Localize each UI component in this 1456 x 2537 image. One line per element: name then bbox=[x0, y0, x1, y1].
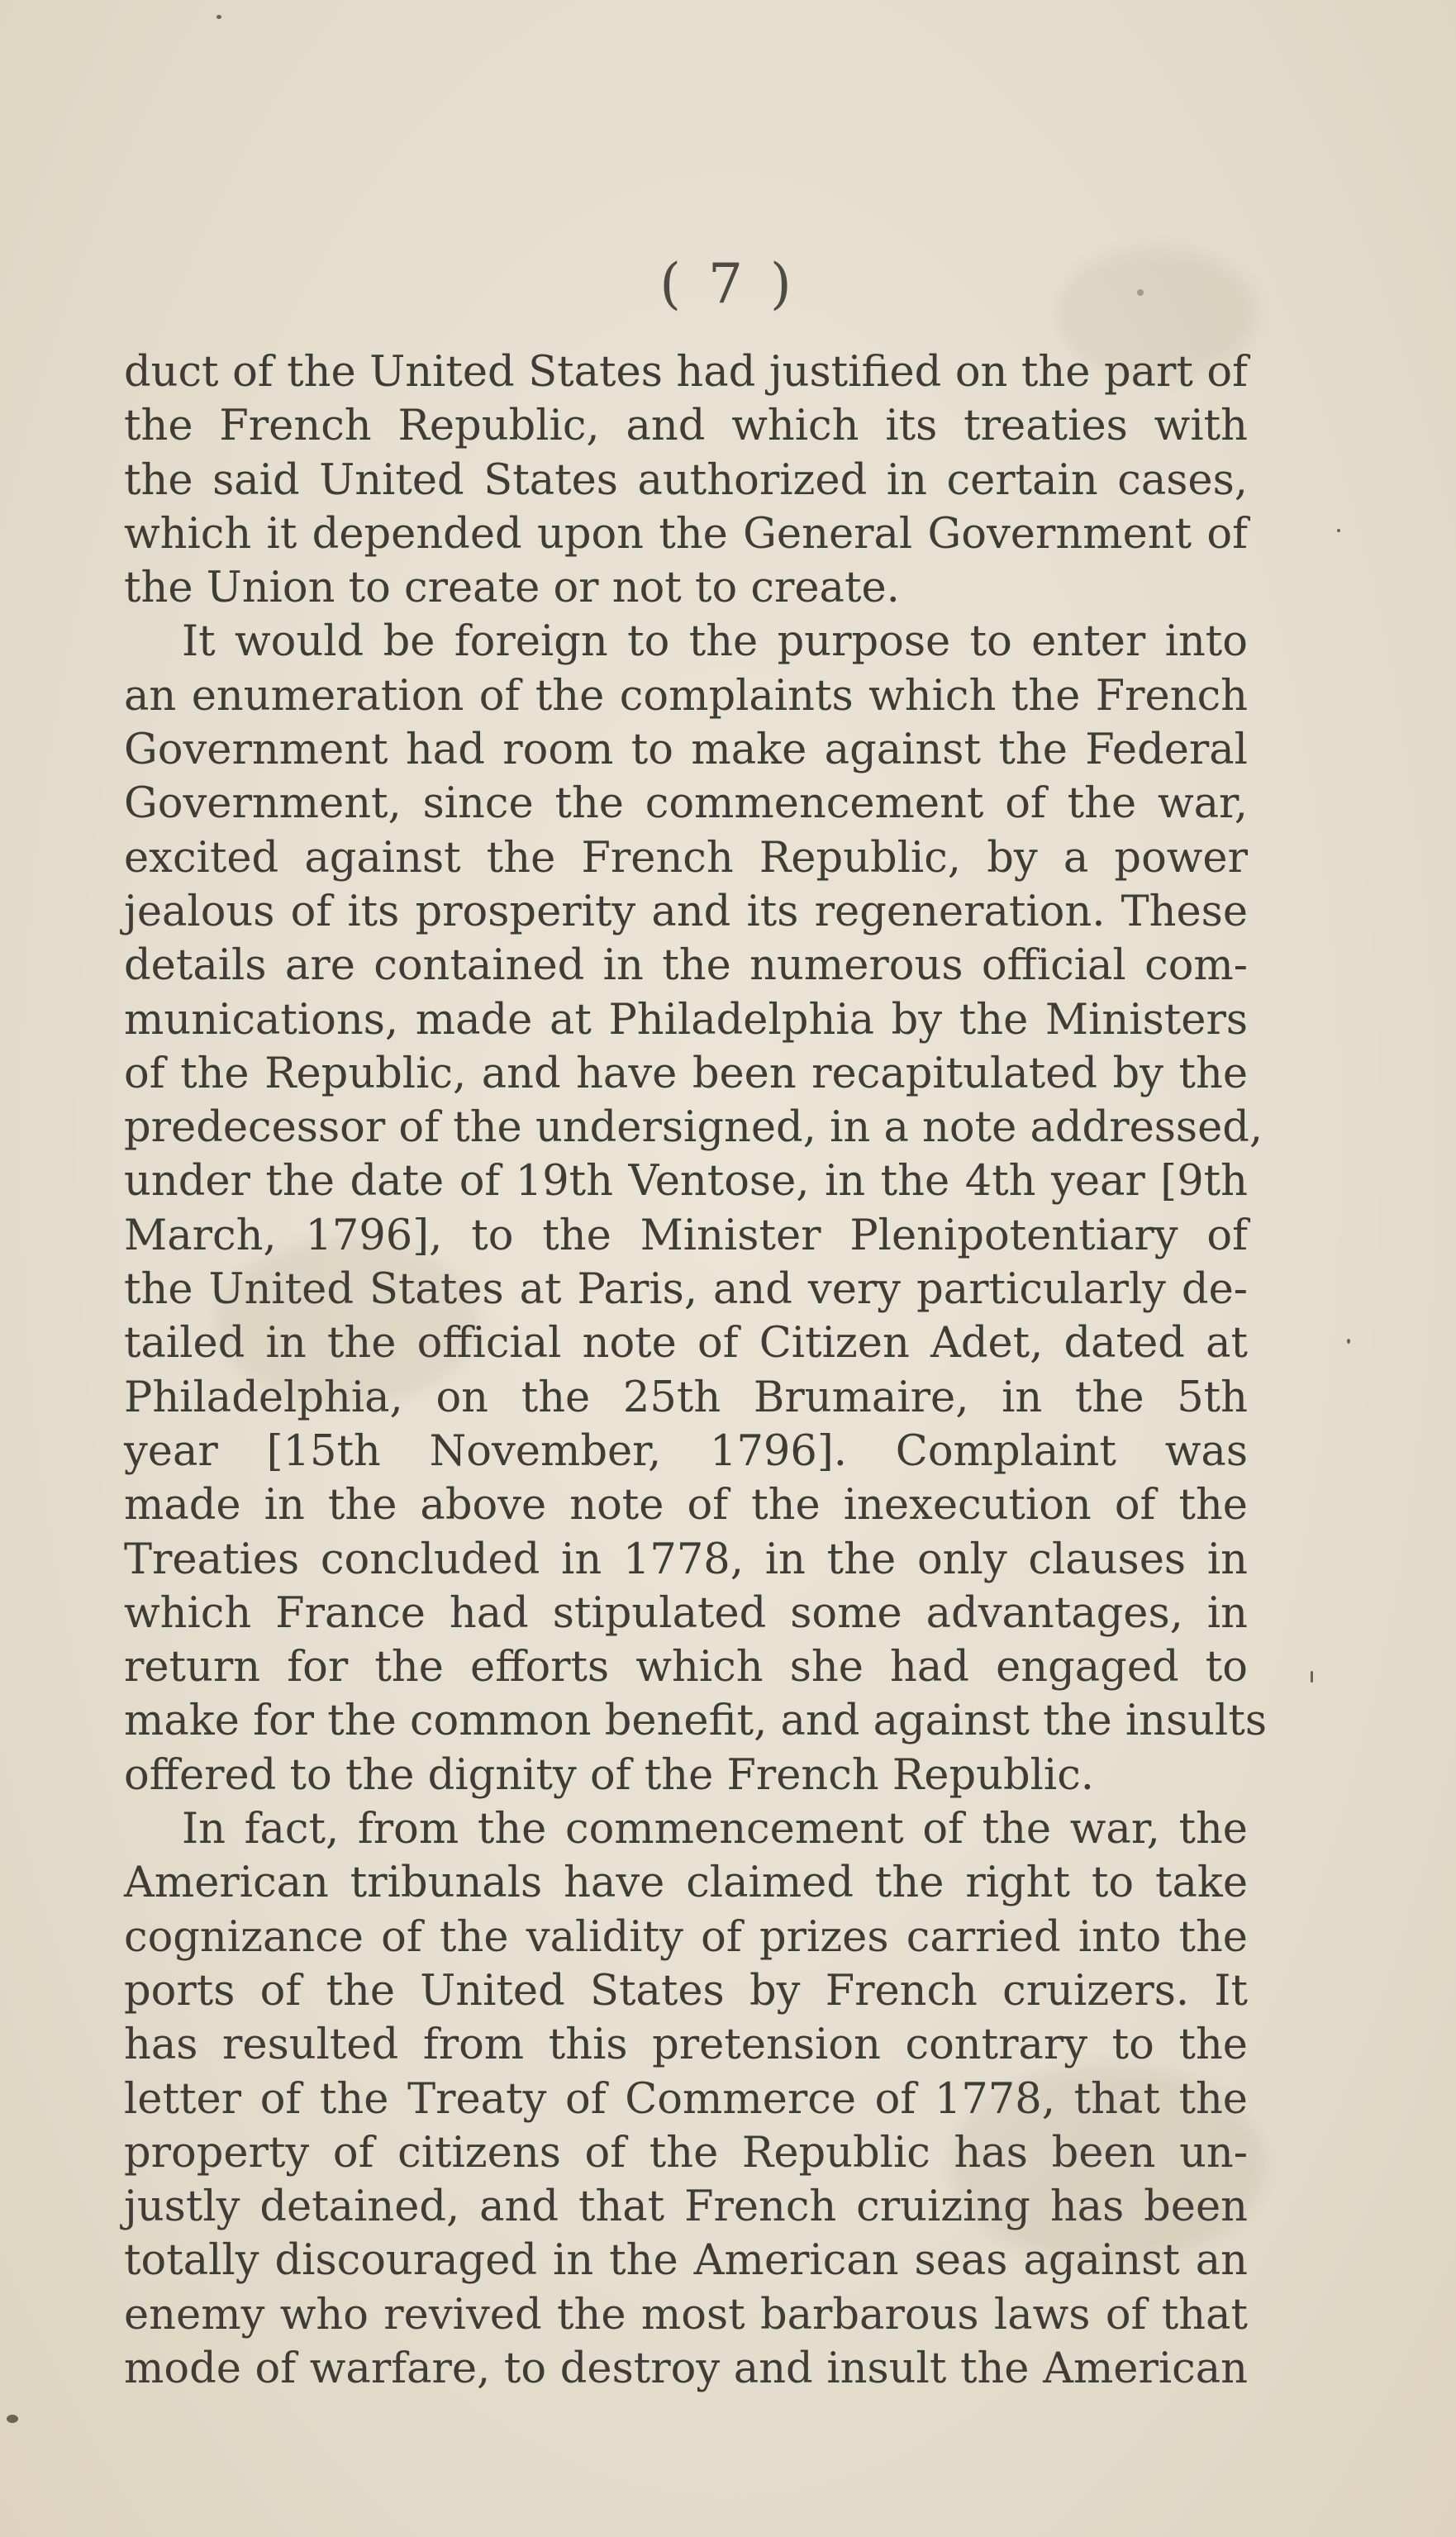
text-line: justly detained, and that French cruizing has been bbox=[124, 2182, 1248, 2232]
text-line: year [15th November, 1796]. Complaint was bbox=[124, 1426, 1248, 1476]
paragraph-start-line: In fact, from the commencement of the war, the bbox=[182, 1805, 1248, 1854]
text-line: the United States at Paris, and very particularly de- bbox=[124, 1265, 1248, 1315]
text-line: property of citizens of the Republic has been un- bbox=[124, 2128, 1248, 2178]
text-line: tailed in the official note of Citizen Adet, dated at bbox=[124, 1319, 1248, 1368]
text-line: Treaties concluded in 1778, in the only clauses in bbox=[124, 1535, 1248, 1584]
text-line: offered to the dignity of the French Republic. bbox=[124, 1750, 1095, 1800]
text-line: made in the above note of the inexecution of the bbox=[124, 1481, 1248, 1530]
text-line: return for the efforts which she had engaged to bbox=[124, 1643, 1248, 1692]
text-line: March, 1796], to the Minister Plenipotentiary of bbox=[124, 1211, 1248, 1260]
ink-speck bbox=[7, 2415, 18, 2423]
ink-speck bbox=[1347, 1339, 1350, 1344]
text-line: which it depended upon the General Government of bbox=[124, 509, 1248, 559]
text-line: duct of the United States had justified on the part of bbox=[124, 348, 1248, 397]
text-line: the said United States authorized in certain cases, bbox=[124, 455, 1248, 505]
ink-speck bbox=[1311, 1671, 1313, 1683]
text-line: jealous of its prosperity and its regeneration. These bbox=[124, 887, 1248, 936]
text-line: an enumeration of the complaints which the French bbox=[124, 671, 1248, 721]
text-line: letter of the Treaty of Commerce of 1778, that the bbox=[124, 2074, 1248, 2124]
text-line: the French Republic, and which its treaties with bbox=[124, 402, 1248, 451]
body-text bbox=[124, 345, 1268, 2396]
text-line: of the Republic, and have been recapitulated by the bbox=[124, 1049, 1248, 1098]
text-line: cognizance of the validity of prizes carried into the bbox=[124, 1912, 1248, 1962]
text-line: Philadelphia, on the 25th Brumaire, in the 5th bbox=[124, 1373, 1248, 1422]
paragraph-start-line: It would be foreign to the purpose to enter into bbox=[182, 617, 1248, 667]
text-line: ports of the United States by French cruizers. It bbox=[124, 1966, 1248, 2016]
ink-speck bbox=[1337, 529, 1340, 532]
text-line: which France had stipulated some advantages, in bbox=[124, 1588, 1248, 1638]
text-line: excited against the French Republic, by a power bbox=[124, 833, 1248, 883]
text-line: under the date of 19th Ventose, in the 4th year [9th bbox=[124, 1157, 1248, 1207]
text-line: predecessor of the undersigned, in a note addressed, bbox=[124, 1103, 1263, 1153]
text-line: has resulted from this pretension contrary to the bbox=[124, 2021, 1248, 2070]
text-line: munications, made at Philadelphia by the Ministers bbox=[124, 995, 1248, 1045]
page-number: ( 7 ) bbox=[659, 252, 797, 316]
text-line: mode of warfare, to destroy and insult the American bbox=[124, 2344, 1248, 2393]
text-line: Government had room to make against the Federal bbox=[124, 726, 1248, 775]
ink-speck bbox=[216, 15, 221, 19]
text-line: Government, since the commencement of the war, bbox=[124, 779, 1248, 829]
text-line: details are contained in the numerous official com- bbox=[124, 941, 1248, 991]
text-line: American tribunals have claimed the right to take bbox=[124, 1859, 1248, 1908]
text-line: make for the common benefit, and against the insults bbox=[124, 1697, 1268, 1746]
text-line: the Union to create or not to create. bbox=[124, 564, 900, 613]
text-line: totally discouraged in the American seas against an bbox=[124, 2236, 1248, 2286]
text-line: enemy who revived the most barbarous laws of that bbox=[124, 2290, 1248, 2339]
